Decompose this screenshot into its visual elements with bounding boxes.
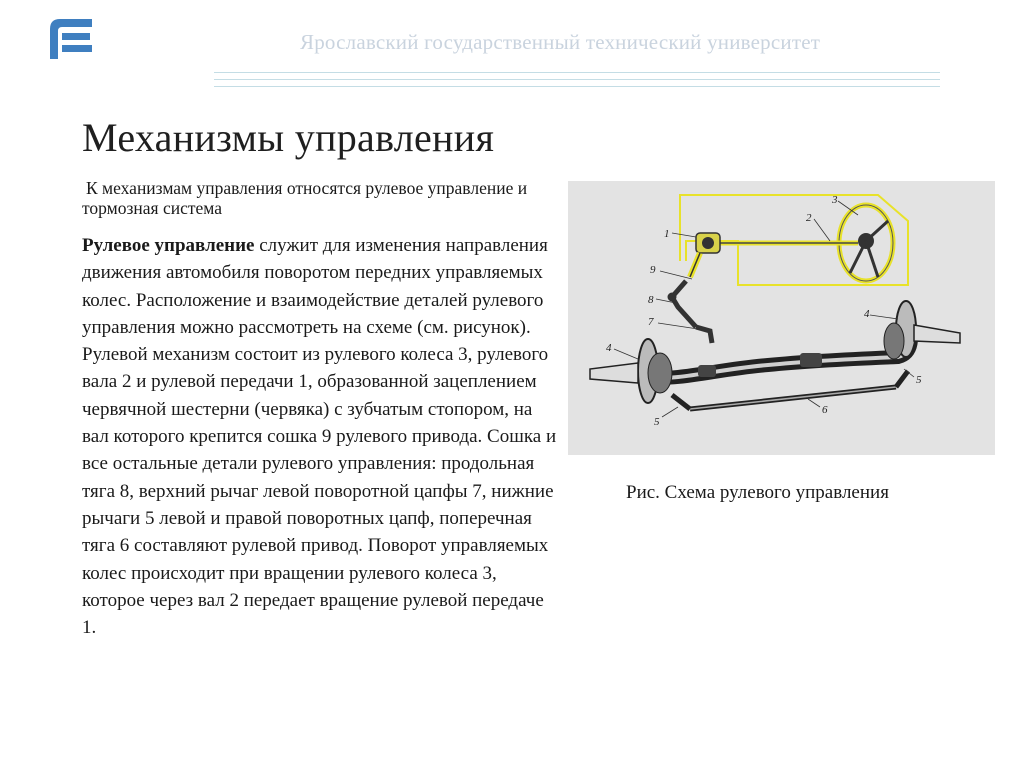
steering-gear [690, 233, 720, 277]
header-rule [214, 86, 940, 87]
label-8: 8 [648, 294, 654, 306]
slide-title: Механизмы управления [82, 115, 495, 160]
label-2: 2 [806, 212, 812, 224]
header-rule [214, 79, 940, 80]
label-3: 3 [832, 194, 838, 206]
university-logo-icon [46, 15, 94, 59]
right-hub [884, 301, 960, 359]
header-rule [214, 72, 940, 73]
university-name: Ярославский государственный технический университет [300, 30, 821, 54]
intro-text: К механизмам управления относятся рулевое управление и тормозная система [82, 178, 528, 218]
figure-caption: Рис. Схема рулевого управления [626, 482, 889, 503]
left-hub [590, 339, 672, 403]
drag-link [668, 281, 712, 343]
label-5-left: 5 [654, 416, 660, 428]
label-1: 1 [664, 228, 670, 240]
label-4-right: 4 [864, 308, 870, 320]
label-4-left: 4 [606, 342, 612, 354]
label-9: 9 [650, 264, 656, 276]
paragraph-text: служит для изменения направления движения автомобиля поворотом передних управляемых колес. Расположение и взаимодействие деталей рулевого управления можно рассмотреть на схеме (см. рисунок). Рулевой механизм состоит из рулевого колеса 3, рулевого вала 2 и рулевой передачи 1, образованной зацеплением червячной шестерни (червяка) с зубчатым стопором, на вал которого крепится сошка 9 рулевого привода. Сошка и все остальные детали рулевого управления: продольная тяга 8, верхний рычаг левой поворотной цапфы 7, нижние рычаги 5 левой и правой поворотных цапф, поперечная тяга 6 составляют рулевой привод. Поворот управляемых колес происходит при вращении рулевого колеса 3, которое через вал 2 передает вращение рулевой передаче 1. [82, 235, 557, 639]
term-steering: Рулевое управление [82, 235, 255, 256]
front-axle [650, 321, 911, 378]
steering-diagram [568, 181, 995, 455]
label-5-right: 5 [916, 374, 922, 386]
university-logo [46, 15, 94, 59]
body-paragraph [82, 232, 562, 641]
label-6: 6 [822, 404, 828, 416]
label-7: 7 [648, 316, 654, 328]
